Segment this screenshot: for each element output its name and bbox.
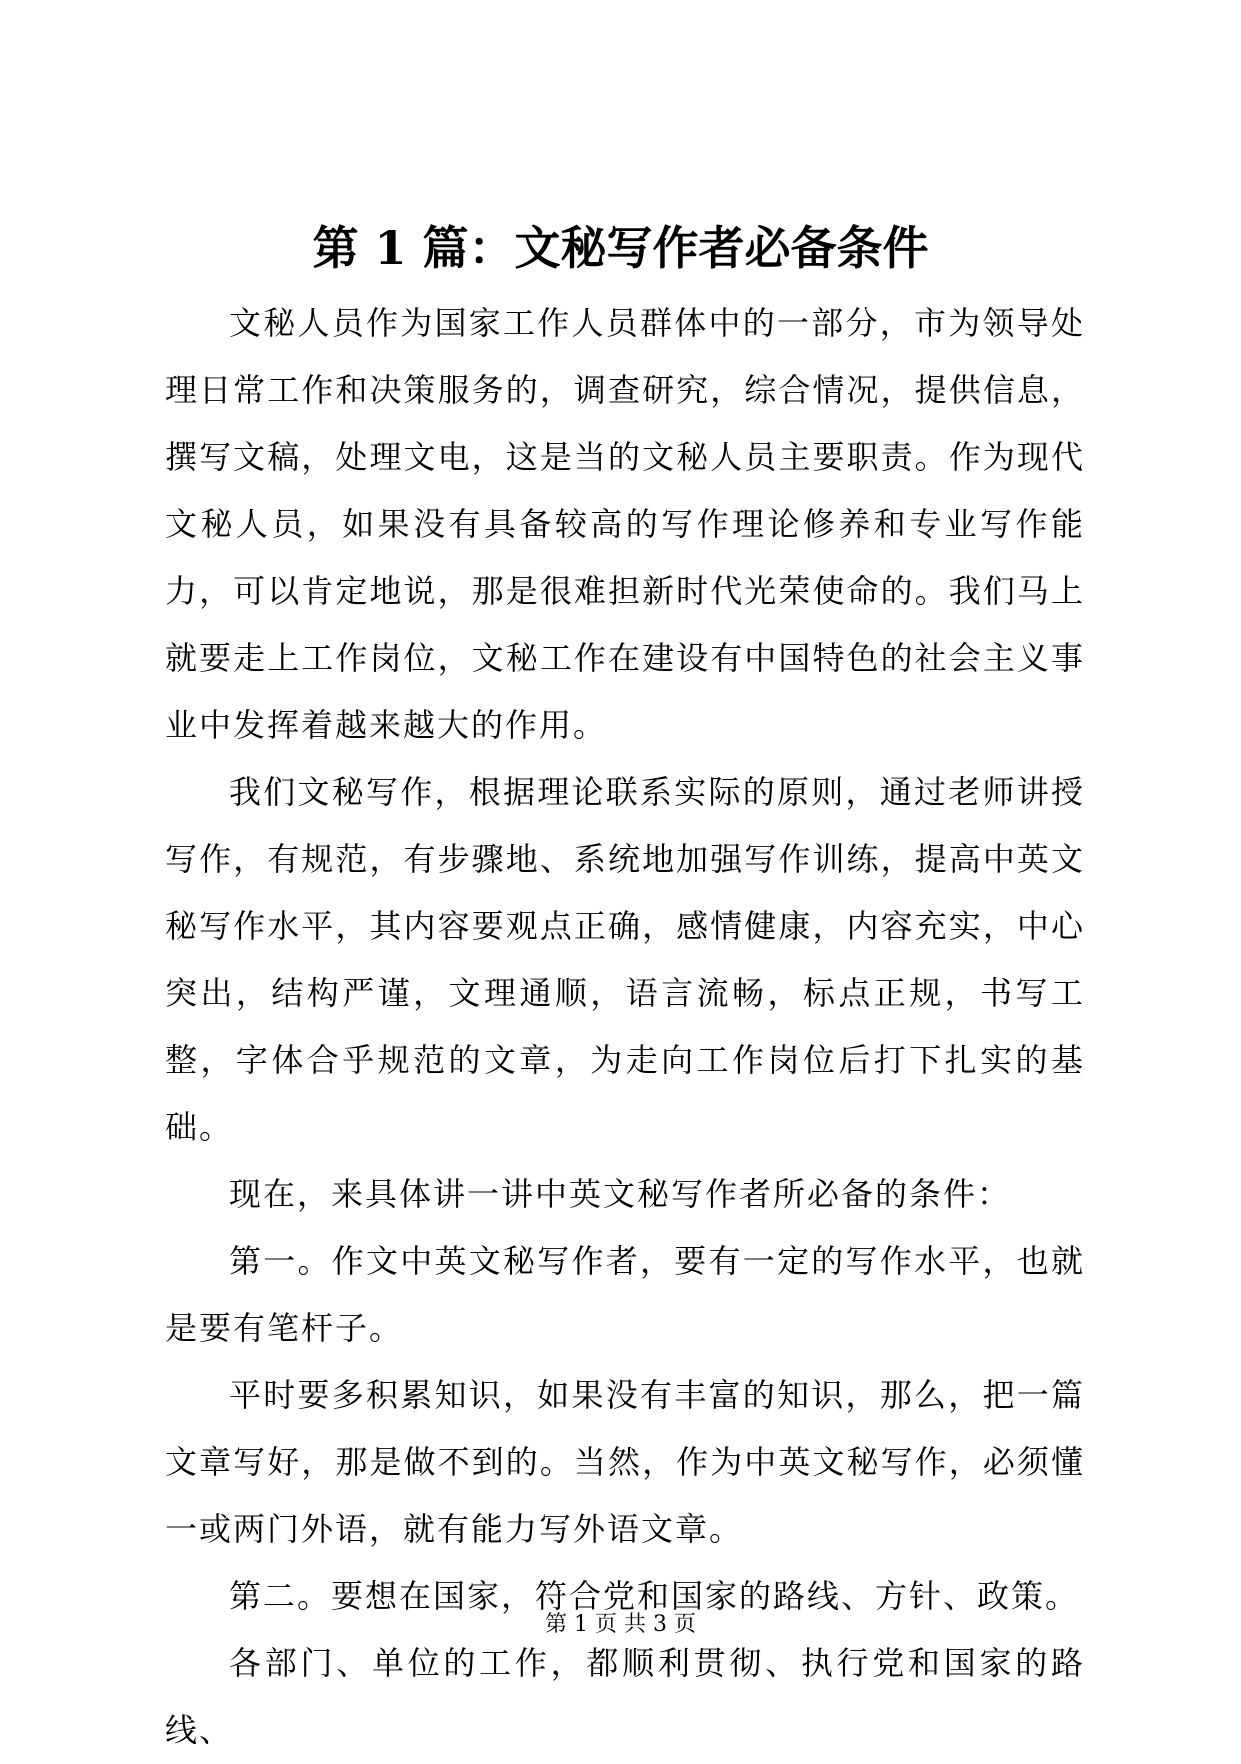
paragraph: 我们文秘写作，根据理论联系实际的原则，通过老师讲授写作，有规范，有步骤地、系统地加强写作训练，提高中英文秘写作水平，其内容要观点正确，感情健康，内容充实，中心突出，结构严谨，文理通顺，语言流畅，标点正规，书写工整，字体合乎规范的文章，为走向工作岗位后打下扎实的基础。 — [165, 773, 1085, 1146]
paragraph: 第一。作文中英文秘写作者，要有一定的写作水平，也就是要有笔杆子。 — [165, 1242, 1085, 1347]
document-title: 第 1 篇：文秘写作者必备条件 — [312, 221, 929, 275]
paragraph: 第二。要想在国家，符合党和国家的路线、方针、政策。 — [229, 1577, 1080, 1615]
paragraph: 平时要多积累知识，如果没有丰富的知识，那么，把一篇文章写好，那是做不到的。当然，作为中英文秘写作，必须懂一或两门外语，就有能力写外语文章。 — [165, 1376, 1085, 1548]
paragraph: 文秘人员作为国家工作人员群体中的一部分，市为领导处理日常工作和决策服务的，调查研究，综合情况，提供信息，撰写文稿，处理文电，这是当的文秘人员主要职责。作为现代文秘人员，如果没有具备较高的写作理论修养和专业写作能力，可以肯定地说，那是很难担新时代光荣使命的。我们马上就要走上工作岗位，文秘工作在建设有中国特色的社会主义事业中发挥着越来越大的作用。 — [165, 304, 1085, 744]
document-body — [165, 290, 1085, 1764]
page-footer: 第 1 页 共 3 页 — [545, 1612, 696, 1637]
paragraph: 各部门、单位的工作，都顺利贯彻、执行党和国家的路线、 — [165, 1644, 1085, 1749]
paragraph: 现在，来具体讲一讲中英文秘写作者所必备的条件： — [229, 1175, 1012, 1213]
